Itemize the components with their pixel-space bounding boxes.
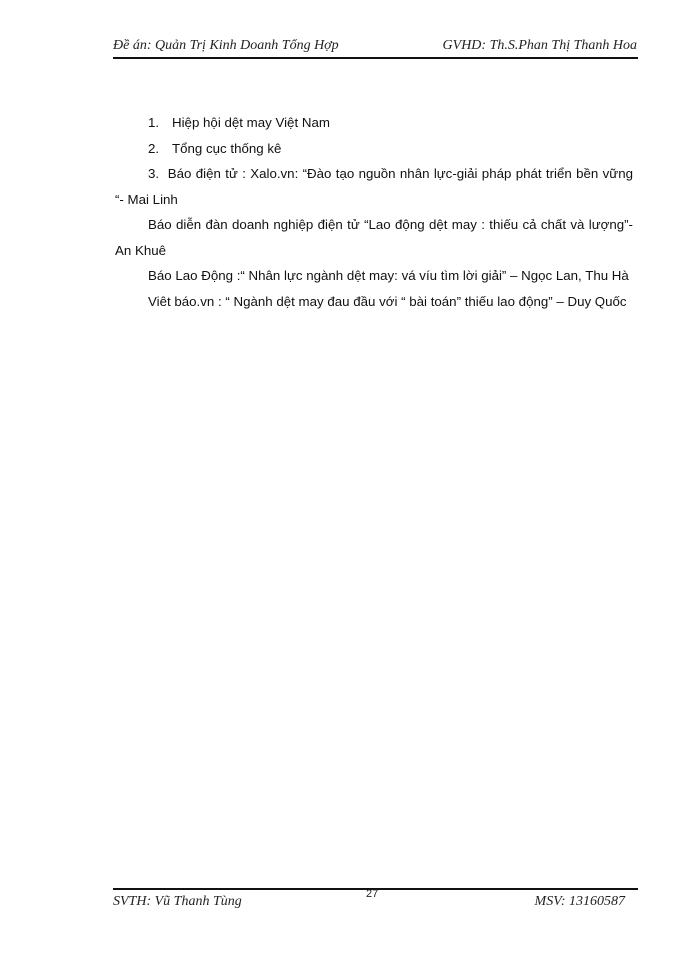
page-number: 27: [366, 888, 379, 900]
reference-number: 2.: [148, 140, 160, 156]
reference-paragraph: Báo diễn đàn doanh nghiệp điện tử “Lao động dệt may : thiếu cả chất và lượng”- An Khuê: [115, 217, 633, 258]
reference-paragraph: Viêt báo.vn : “ Ngành dệt may đau đầu với “ bài toán” thiếu lao động” – Duy Quốc: [148, 293, 627, 309]
header-project-title: Đề án: Quản Trị Kinh Doanh Tổng Hợp: [113, 38, 339, 53]
reference-text: Báo điện tử : Xalo.vn: “Đào tạo nguồn nhân lực-giải pháp phát triển bền vững “- Mai Linh: [115, 166, 634, 207]
reference-text: Tổng cục thống kê: [172, 140, 282, 156]
reference-number: 1.: [148, 115, 160, 130]
reference-item: [115, 161, 633, 212]
header-supervisor: GVHD: Th.S.Phan Thị Thanh Hoa: [442, 38, 637, 53]
reference-number: 3.: [148, 166, 160, 181]
reference-item: [115, 136, 633, 162]
reference-list: [115, 110, 633, 314]
header-divider: [113, 57, 638, 59]
reference-text: Hiệp hội dệt may Việt Nam: [172, 115, 330, 130]
reference-paragraph: Báo Lao Động :“ Nhân lực ngành dệt may: vá víu tìm lời giải” – Ngọc Lan, Thu Hà: [148, 268, 629, 283]
footer-student-id: MSV: 13160587: [534, 894, 625, 909]
footer-student: SVTH: Vũ Thanh Tùng: [113, 894, 242, 909]
reference-item: [115, 110, 633, 136]
